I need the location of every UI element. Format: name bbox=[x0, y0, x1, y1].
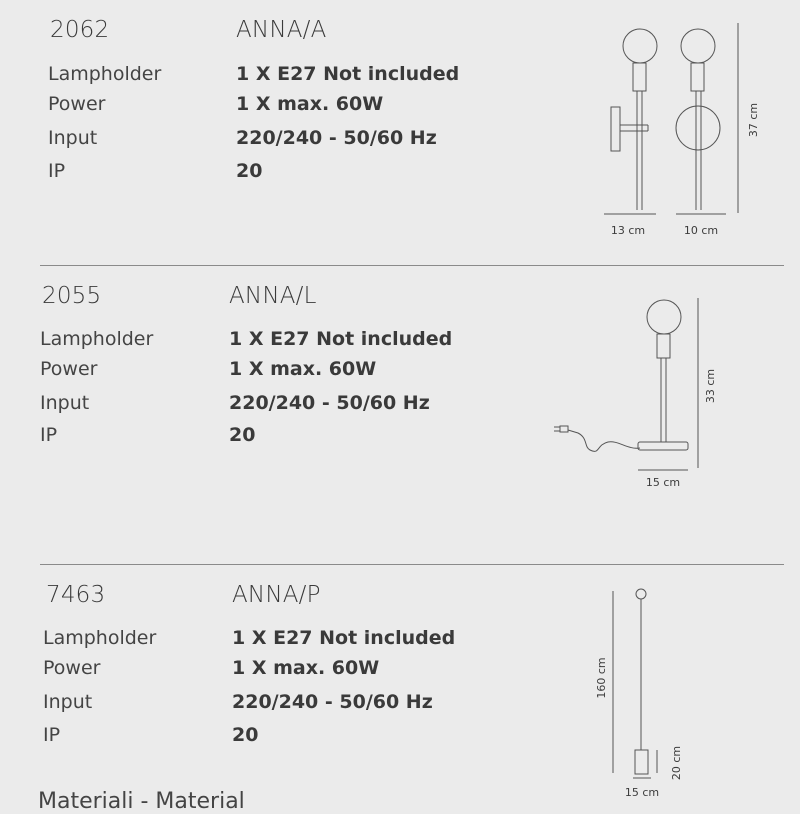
dimension-depth: 13 cm bbox=[610, 224, 646, 237]
dimension-height: 37 cm bbox=[747, 102, 760, 138]
spec-label-ip: IP bbox=[40, 424, 58, 446]
spec-label-ip: IP bbox=[43, 724, 61, 746]
spec-value-lampholder: 1 X E27 Not included bbox=[229, 328, 453, 350]
spec-value-ip: 20 bbox=[229, 424, 256, 446]
product-name: ANNA/A bbox=[236, 17, 327, 43]
spec-value-lampholder: 1 X E27 Not included bbox=[232, 627, 456, 649]
spec-value-power: 1 X max. 60W bbox=[232, 657, 380, 679]
dimension-width: 10 cm bbox=[683, 224, 719, 237]
product-2062 bbox=[0, 0, 800, 265]
spec-label-lampholder: Lampholder bbox=[48, 63, 162, 85]
wall-lamp-drawing bbox=[590, 15, 770, 245]
spec-value-input: 220/240 - 50/60 Hz bbox=[232, 691, 433, 713]
spec-label-input: Input bbox=[48, 127, 98, 149]
spec-label-lampholder: Lampholder bbox=[43, 627, 157, 649]
product-code: 2062 bbox=[50, 17, 110, 43]
spec-label-power: Power bbox=[43, 657, 101, 679]
product-7463 bbox=[0, 565, 800, 800]
spec-label-ip: IP bbox=[48, 160, 66, 182]
spec-value-power: 1 X max. 60W bbox=[236, 93, 384, 115]
spec-value-ip: 20 bbox=[236, 160, 263, 182]
spec-value-lampholder: 1 X E27 Not included bbox=[236, 63, 460, 85]
spec-value-power: 1 X max. 60W bbox=[229, 358, 377, 380]
dimension-base: 15 cm bbox=[645, 476, 681, 489]
floor-lamp-drawing bbox=[585, 583, 695, 800]
product-name: ANNA/P bbox=[232, 582, 321, 608]
table-lamp-drawing bbox=[548, 290, 728, 500]
spec-label-power: Power bbox=[48, 93, 106, 115]
product-name: ANNA/L bbox=[229, 283, 317, 309]
spec-label-input: Input bbox=[43, 691, 93, 713]
dimension-height: 160 cm bbox=[595, 657, 608, 699]
spec-value-ip: 20 bbox=[232, 724, 259, 746]
spec-value-input: 220/240 - 50/60 Hz bbox=[236, 127, 437, 149]
spec-label-power: Power bbox=[40, 358, 98, 380]
product-2055 bbox=[0, 266, 800, 564]
materials-heading: Materiali - Material bbox=[38, 789, 245, 814]
spec-label-input: Input bbox=[40, 392, 90, 414]
spec-value-input: 220/240 - 50/60 Hz bbox=[229, 392, 430, 414]
product-code: 7463 bbox=[46, 582, 106, 608]
dimension-base-height: 20 cm bbox=[670, 745, 683, 781]
spec-label-lampholder: Lampholder bbox=[40, 328, 154, 350]
dimension-height: 33 cm bbox=[704, 368, 717, 404]
product-code: 2055 bbox=[42, 283, 102, 309]
dimension-base: 15 cm bbox=[624, 786, 660, 799]
